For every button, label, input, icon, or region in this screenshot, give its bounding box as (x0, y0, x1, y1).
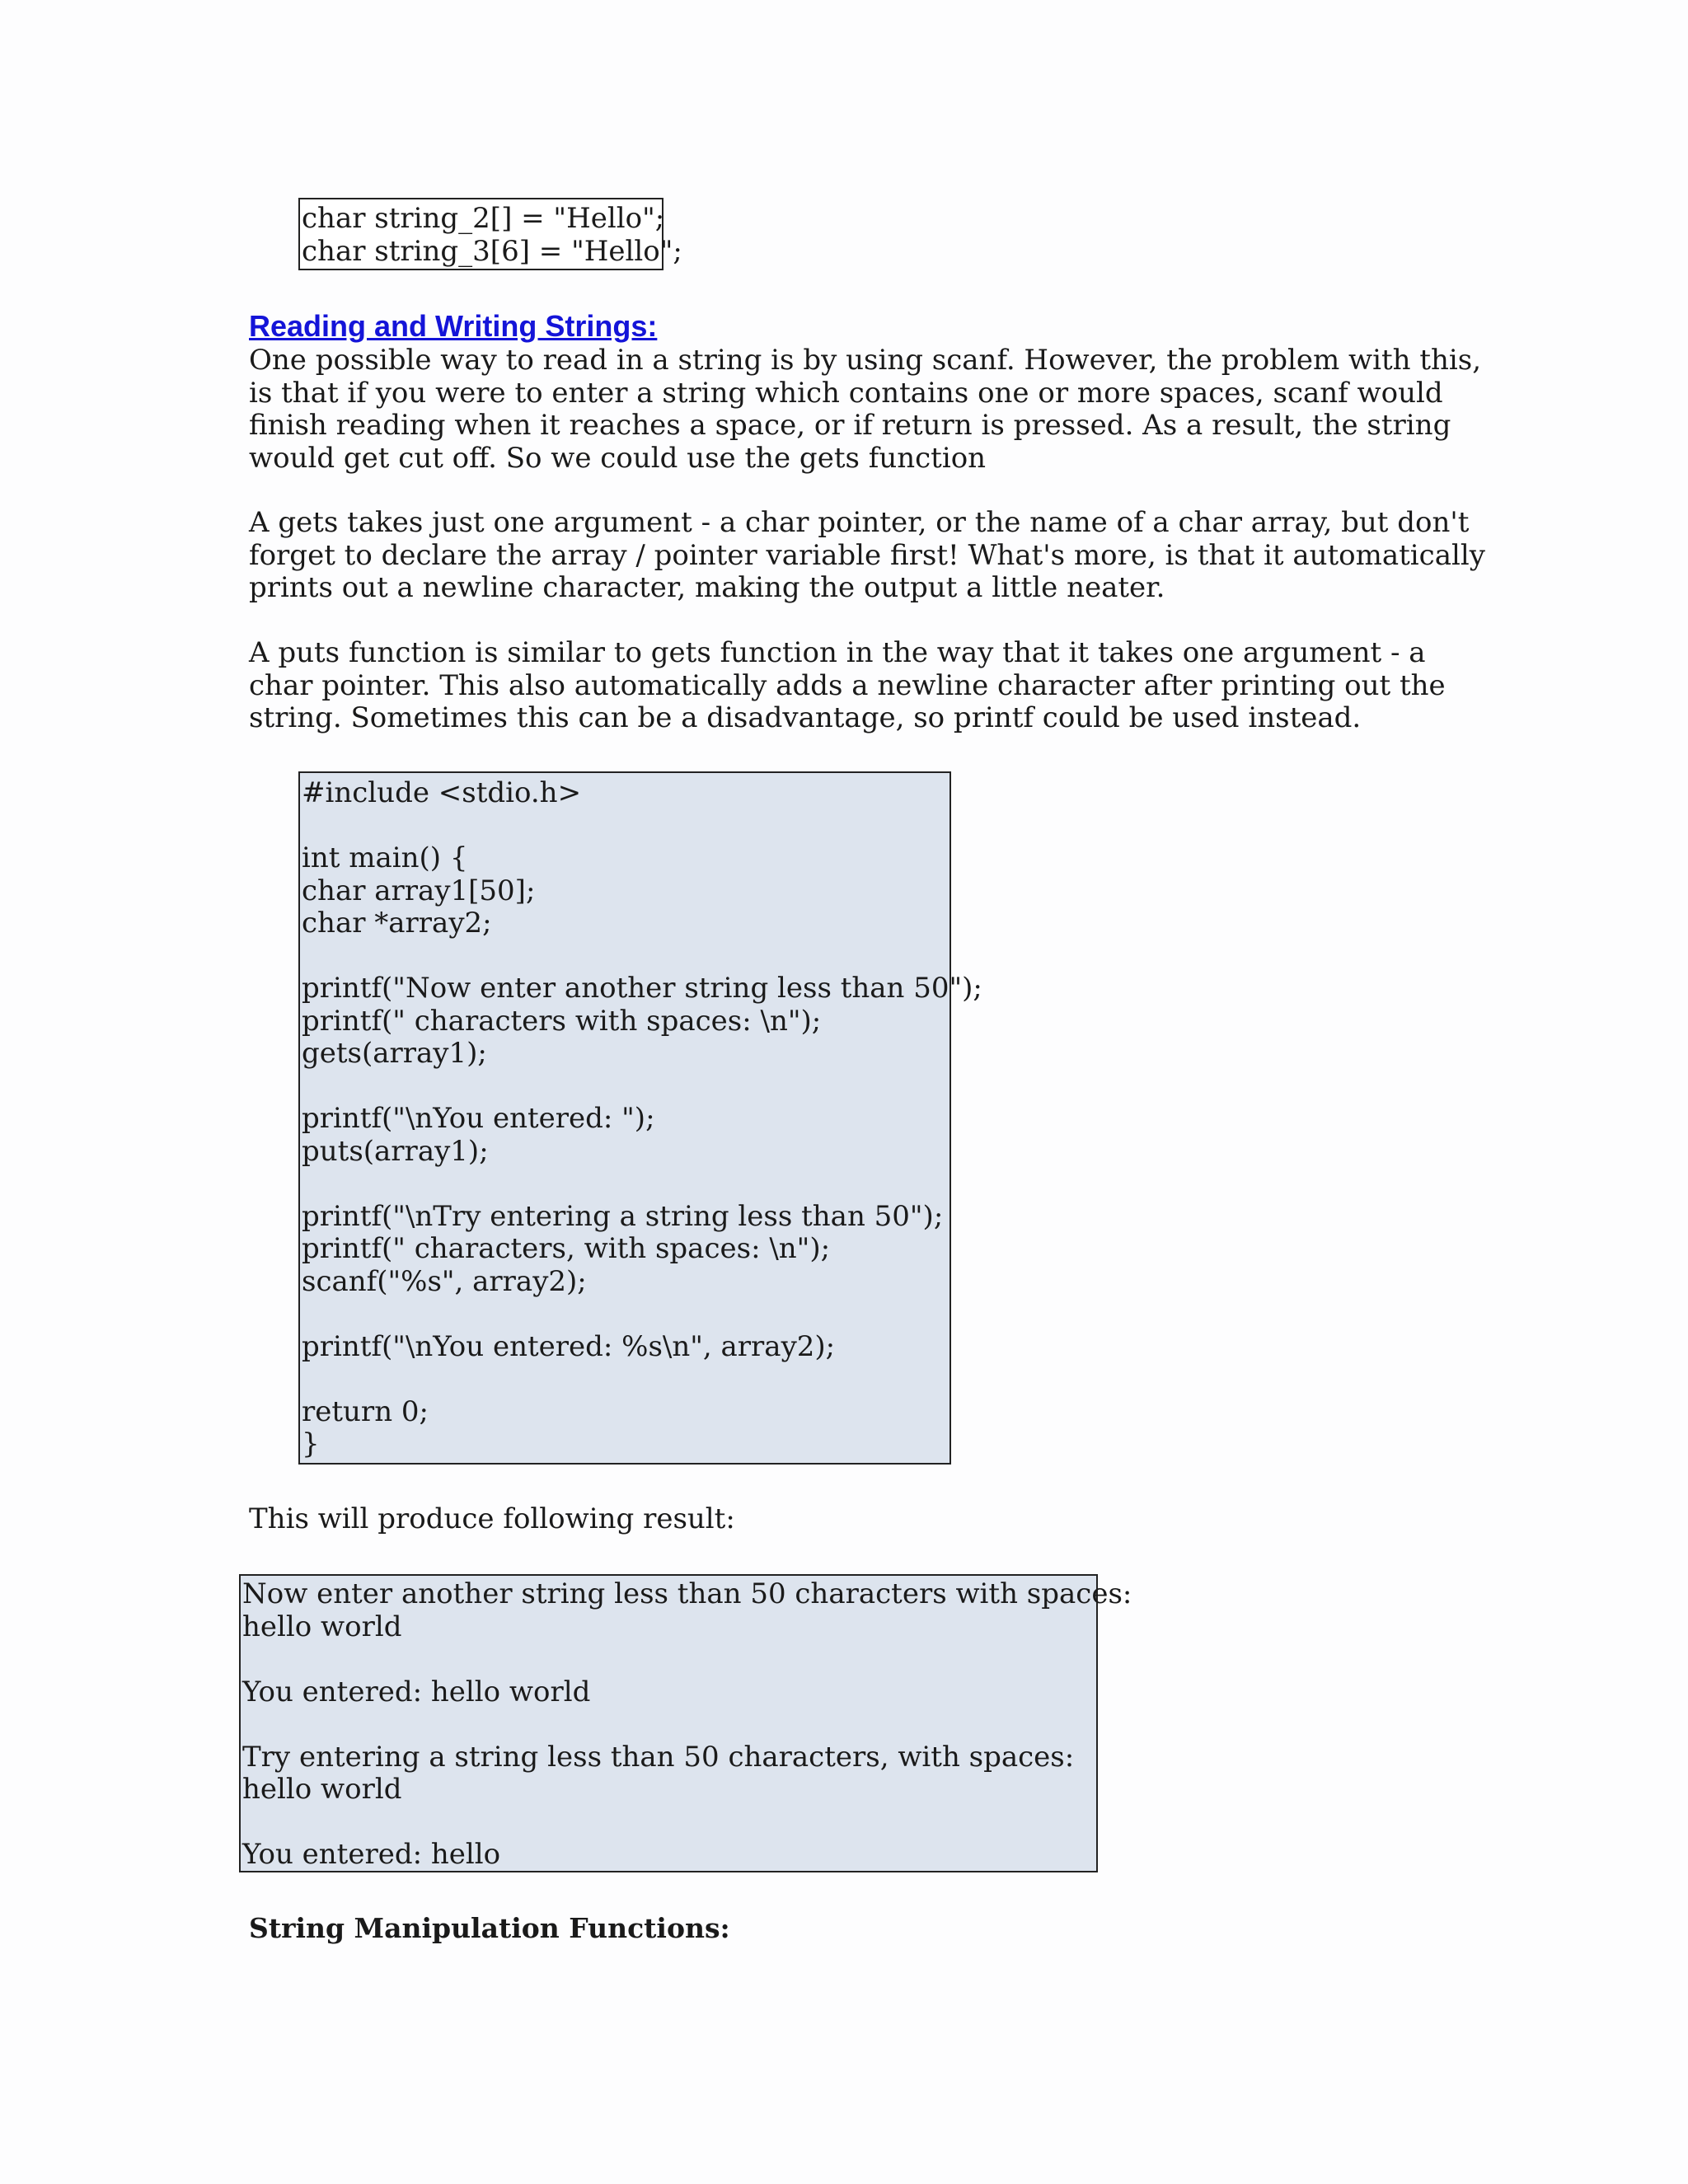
code-line: } (302, 1427, 320, 1460)
paragraph-gets (249, 506, 1485, 605)
code-line: #include <stdio.h> (302, 776, 582, 809)
code-line (302, 940, 950, 973)
code-line (302, 1168, 950, 1201)
code-line: char *array2; (302, 907, 492, 940)
code-line: printf("\nYou entered: %s\n", array2); (302, 1329, 836, 1363)
output-line: Try entering a string less than 50 characters, with spaces: (242, 1740, 1075, 1774)
text-line: prints out a newline character, making the output a little neater. (249, 571, 1165, 604)
code-line: char string_2[] = "Hello"; (302, 202, 665, 235)
text-line: finish reading when it reaches a space, or if return is pressed. As a result, the string (249, 409, 1451, 442)
text-line: string. Sometimes this can be a disadvantage, so printf could be used instead. (249, 701, 1362, 734)
code-line: return 0; (302, 1394, 429, 1428)
section-heading: Reading and Writing Strings: (249, 309, 658, 343)
text-line: is that if you were to enter a string which contains one or more spaces, scanf would (249, 376, 1443, 410)
code-line (302, 1298, 950, 1331)
code-line (302, 1363, 950, 1396)
code-line: printf("\nTry entering a string less than 50"); (302, 1199, 944, 1233)
text-line: would get cut off. So we could use the gets function (249, 441, 987, 475)
code-snippet-declarations (298, 198, 682, 270)
code-line: char string_3[6] = "Hello"; (302, 234, 682, 268)
code-line: printf(" characters with spaces: \n"); (302, 1004, 822, 1038)
program-output-block (239, 1574, 1132, 1872)
text-line: A puts function is similar to gets function in the way that it takes one argument - a (249, 636, 1426, 669)
code-line: puts(array1); (302, 1134, 489, 1168)
code-block-example (298, 771, 982, 1465)
code-line: printf("Now enter another string less than 50"); (302, 972, 982, 1005)
output-line (242, 1807, 1096, 1840)
code-line: char array1[50]; (302, 874, 536, 907)
paragraph-scanf (249, 344, 1482, 475)
output-line (242, 1708, 1096, 1741)
output-line: hello world (242, 1773, 402, 1806)
code-line: gets(array1); (302, 1037, 487, 1070)
code-line: scanf("%s", array2); (302, 1264, 587, 1298)
output-line: hello world (242, 1610, 402, 1643)
text-line: One possible way to read in a string is by using scanf. However, the problem with this, (249, 344, 1482, 377)
output-line: Now enter another string less than 50 characters with spaces: (242, 1577, 1132, 1610)
code-line: printf(" characters, with spaces: \n"); (302, 1232, 831, 1265)
output-line: You entered: hello (242, 1838, 501, 1871)
text-line: forget to declare the array / pointer variable first! What's more, is that it automatically (249, 538, 1485, 572)
text-line: A gets takes just one argument - a char pointer, or the name of a char array, but don't (249, 506, 1470, 539)
output-line: You entered: hello world (242, 1675, 591, 1708)
code-line: printf("\nYou entered: "); (302, 1102, 655, 1135)
text-line: char pointer. This also automatically adds a newline character after printing out the (249, 668, 1446, 702)
result-label: This will produce following result: (249, 1502, 735, 1535)
code-line (302, 1071, 950, 1104)
output-line (242, 1643, 1096, 1676)
paragraph-puts (249, 636, 1446, 735)
code-line (302, 810, 950, 843)
subsection-heading: String Manipulation Functions: (249, 1912, 730, 1944)
code-line: int main() { (302, 841, 468, 874)
